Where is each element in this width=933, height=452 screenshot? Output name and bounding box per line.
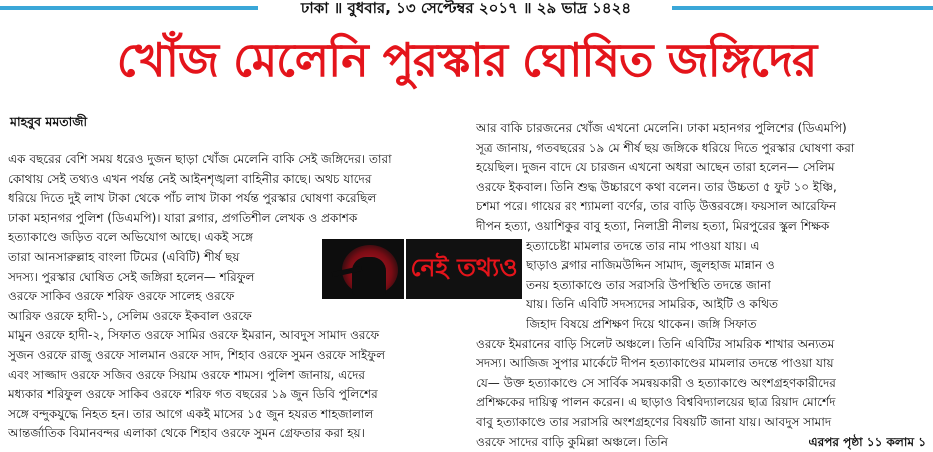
left-line-9: আরিফ ওরফে হাদী-১, সেলিম ওরফে ইকবাল ওরফে xyxy=(8,307,320,327)
right-line-17 xyxy=(476,433,926,452)
right-line-14: যে— উক্ত হত্যাকাণ্ডে সে সার্বিক সমন্বয়কারী ও হত্যাকাণ্ডে অংশগ্রহণকারীদের xyxy=(476,374,926,394)
dateline xyxy=(0,0,933,20)
left-line-5: হত্যাকাণ্ডে জড়িত বলে অভিযোগ আছে। একই সঙ্গে xyxy=(8,228,320,248)
figure-silhouette xyxy=(352,257,386,295)
right-line-15: প্রশিক্ষকের দায়িত্ব পালন করেন। এ ছাড়াও বিশ্ববিদ্যালয়ের ছাত্র রিয়াদ মোর্শেদ xyxy=(476,393,926,413)
right-line-13: সদস্য। আজিজ সুপার মার্কেটে দীপন হত্যাকাণ্ডের মামলার তদন্তে পাওয়া যায় xyxy=(476,354,926,374)
right-line-7: হত্যাচেষ্টা মামলার তদন্তে তার নাম পাওয়া যায়। এ xyxy=(526,237,926,257)
right-line-17-text: ওরফে সাদের বাড়ি কুমিল্লা অঞ্চলে। তিনি xyxy=(476,435,668,449)
left-line-3: ধরিয়ে দিতে দুই লাখ টাকা থেকে পাঁচ লাখ টাকা পর্যন্ত পুরস্কার ঘোষণা করেছিল xyxy=(8,189,466,209)
right-line-12: ওরফে ইমরানের বাড়ি সিলেট অঞ্চলে। তিনি এবিটির সামরিক শাখার অন্যতম xyxy=(476,335,926,355)
right-line-1: আর বাকি চারজনের খোঁজ এখনো মেলেনি। ঢাকা মহানগর পুলিশের (ডিএমপি) xyxy=(476,119,926,139)
right-line-5: চশমা পরে। গায়ের রং শ্যামলা বর্ণের, তার বাড়ি উত্তরবঙ্গে। ফয়সাল আরেফিন xyxy=(476,197,926,217)
right-line-10: যায়। তিনি এবিটি সদস্যদের সামরিক, আইটি ও কথিত xyxy=(526,295,926,315)
right-line-16: বাবু হত্যাকাণ্ডে তার সরাসরি অংশগ্রহণের বিষয়টি জানা যায়। আবদুস সামাদ xyxy=(476,413,926,433)
right-line-2: সূত্র জানায়, গতবছরের ১৯ মে শীর্ষ ছয় জঙ্গিকে ধরিয়ে দিতে পুরস্কার ঘোষণা করা xyxy=(476,139,926,159)
right-line-9: তনয় হত্যাকাণ্ডে তার সরাসরি উপস্থিতি তদন্তে জানা xyxy=(526,276,926,296)
continuation-jump: এরপর পৃষ্ঠা ১১ কলাম ১ xyxy=(809,433,926,452)
left-line-6: তারা আনসারুল্লাহ বাংলা টিমের (এবিটি) শীর্ষ ছয় xyxy=(8,248,320,268)
headline: খোঁজ মেলেনি পুরস্কার ঘোষিত জঙ্গিদের xyxy=(0,28,933,92)
left-line-8: ওরফে সাকিব ওরফে শরিফ ওরফে সালেহ ওরফে xyxy=(8,287,320,307)
left-line-1: এক বছরের বেশি সময় ধরেও দুজন ছাড়া খোঁজ মেলেনি বাকি সেই জঙ্গিদের। তারা xyxy=(8,150,466,170)
dateline-rule-left xyxy=(0,6,258,10)
right-line-6: দীপন হত্যা, ওয়াশিকুর বাবু হত্যা, নিলাদ্রী নীলয় হত্যা, মিরপুরের স্কুল শিক্ষক xyxy=(476,217,926,237)
dateline-rule-right xyxy=(672,6,933,10)
right-line-4: ওরফে ইকবাল। তিনি শুদ্ধ উচ্চারণে কথা বলেন। তার উচ্চতা ৫ ফুট ১০ ইঞ্চি, xyxy=(476,178,926,198)
left-line-10: মামুন ওরফে হাদী-২, সিফাত ওরফে সামির ওরফে ইমরান, আবদুস সামাদ ওরফে xyxy=(8,326,466,346)
left-line-14: সঙ্গে বন্দুকযুদ্ধে নিহত হন। তার আগে একই মাসের ১৫ জুন হযরত শাহজালাল xyxy=(8,405,466,425)
left-line-7: সদস্য। পুরস্কার ঘোষিত সেই জঙ্গিরা হলেন— শরিফুল xyxy=(8,268,320,288)
byline: মাহবুব মমতাজী xyxy=(10,114,87,134)
left-line-11: সুজন ওরফে রাজু ওরফে সালমান ওরফে সাদ, শিহাব ওরফে সুমন ওরফে সাইফুল xyxy=(8,346,466,366)
dateline-text: ঢাকা ॥ বুধবার, ১৩ সেপ্টেম্বর ২০১৭ ॥ ২৯ ভাদ্র ১৪২৪ xyxy=(264,0,668,22)
left-line-13: মধ্যকার শরিফুল ওরফে সাকিব ওরফে শরিফ গত বছরের ১৯ জুন ডিবি পুলিশের xyxy=(8,385,466,405)
right-column xyxy=(476,119,926,452)
left-line-4: ঢাকা মহানগর পুলিশ (ডিএমপি)। যারা ব্লগার, প্রগতিশীল লেখক ও প্রকাশক xyxy=(8,209,466,229)
silhouette-photo xyxy=(322,239,404,299)
left-line-2: কোথায় সেই তথ্যও এখন পর্যন্ত নেই আইনশৃঙ্খলা বাহিনীর কাছে। অথচ যাদের xyxy=(8,170,466,190)
right-line-11: জিহাদ বিষয়ে প্রশিক্ষণ দিয়ে থাকেন। জঙ্গি সিফাত xyxy=(526,315,926,335)
caption-box xyxy=(406,239,522,299)
right-line-8: ছাড়াও ব্লগার নাজিমউদ্দিন সামাদ, জুলহাজ মান্নান ও xyxy=(526,256,926,276)
right-line-3: হয়েছিল। দুজন বাদে যে চারজন এখনো অধরা আছেন তারা হলেন— সেলিম xyxy=(476,158,926,178)
left-line-12: এবং সাজ্জাদ ওরফে সজিব ওরফে সিয়াম ওরফে শামস। পুলিশ জানায়, এদের xyxy=(8,366,466,386)
left-line-15: আন্তর্জাতিক বিমানবন্দর এলাকা থেকে শিহাব ওরফে সুমন গ্রেফতার করা হয়। xyxy=(8,424,466,444)
image-caption: নেই তথ্যও xyxy=(406,248,522,291)
